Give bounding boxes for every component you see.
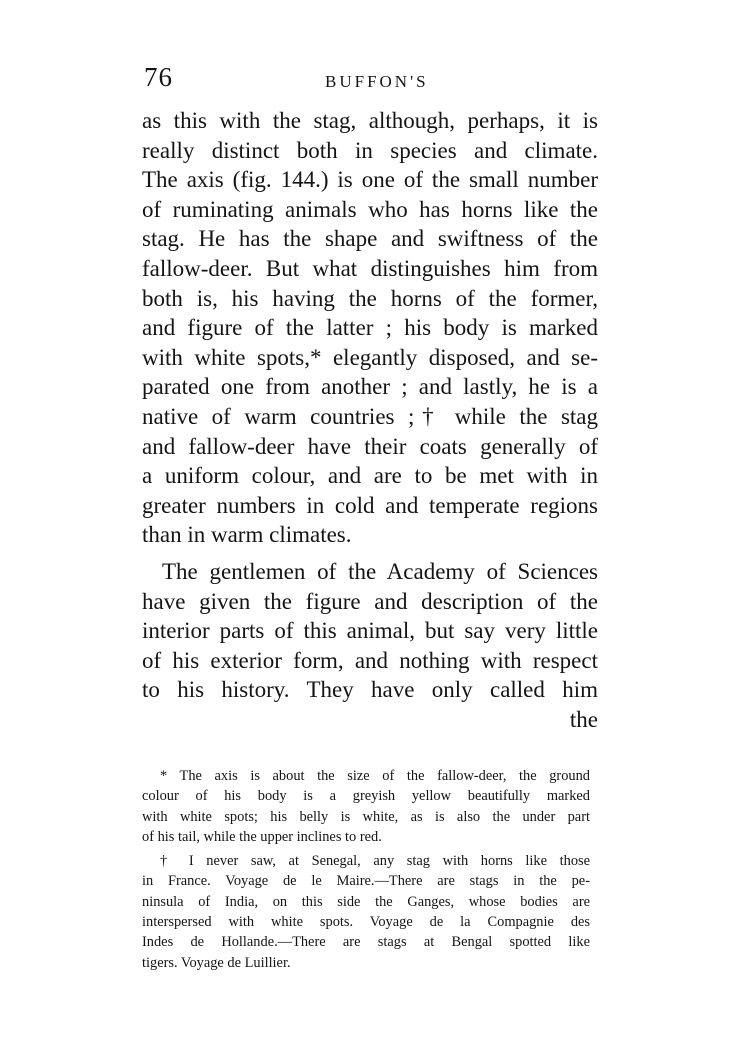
page-number: 76 (144, 62, 173, 92)
text-line: The gentlemen of the Academy of Sciences (162, 558, 598, 584)
text-line: greater numbers in cold and temperate regions (142, 492, 598, 518)
footnote-line: † I never saw, at Senegal, any stag with horns like those (160, 853, 590, 870)
text-line: both is, his having the horns of the former, (142, 285, 598, 311)
text-line: The axis (fig. 144.) is one of the small number (142, 167, 598, 193)
text-line: and fallow-deer have their coats generally of (142, 433, 598, 459)
text-line: stag. He has the shape and swiftness of the (142, 226, 598, 252)
text-line: native of warm countries ;† while the stag (142, 403, 598, 429)
text-line: have given the figure and description of the (142, 588, 598, 614)
text-line: as this with the stag, although, perhaps, it is (142, 108, 598, 133)
footnote-line: interspersed with white spots. Voyage de la Compagnie des (142, 914, 590, 931)
text-line: a uniform colour, and are to be met with in (142, 463, 598, 489)
footnotes (142, 766, 590, 973)
text-line: with white spots,* elegantly disposed, and se- (142, 344, 598, 370)
text-line: to his history. They have only called him (142, 677, 598, 703)
text-line: than in warm climates. (142, 522, 352, 548)
footnote-line: with white spots; his belly is white, as is also the under part (142, 808, 590, 825)
footnote-line: of his tail, while the upper inclines to red. (142, 828, 382, 845)
footnote-line: ninsula of India, on this side the Ganges, whose bodies are (142, 893, 590, 910)
body-text (142, 106, 598, 734)
text-line: interior parts of this animal, but say very little (142, 618, 598, 644)
text-line: parated one from another ; and lastly, he is a (142, 374, 598, 400)
text-line: fallow-deer. But what distinguishes him from (142, 255, 598, 281)
footnote-line: in France. Voyage de le Maire.—There are stags in the pe- (142, 873, 590, 890)
footnote-line: * The axis is about the size of the fallow-deer, the ground (160, 768, 590, 784)
footnote-line: Indes de Hollande.—There are stags at Bengal spotted like (142, 934, 590, 951)
catchword: the (569, 706, 598, 732)
footnote-line: tigers. Voyage de Luillier. (142, 954, 291, 971)
text-line: really distinct both in species and climate. (142, 137, 598, 163)
text-line: and figure of the latter ; his body is marked (142, 315, 598, 341)
page-header (140, 62, 610, 98)
text-line: of ruminating animals who has horns like the (142, 196, 598, 222)
footnote-line: colour of his body is a greyish yellow beautifully marked (142, 788, 590, 805)
text-line: of his exterior form, and nothing with respect (142, 647, 598, 673)
running-head: BUFFON'S (325, 72, 429, 91)
